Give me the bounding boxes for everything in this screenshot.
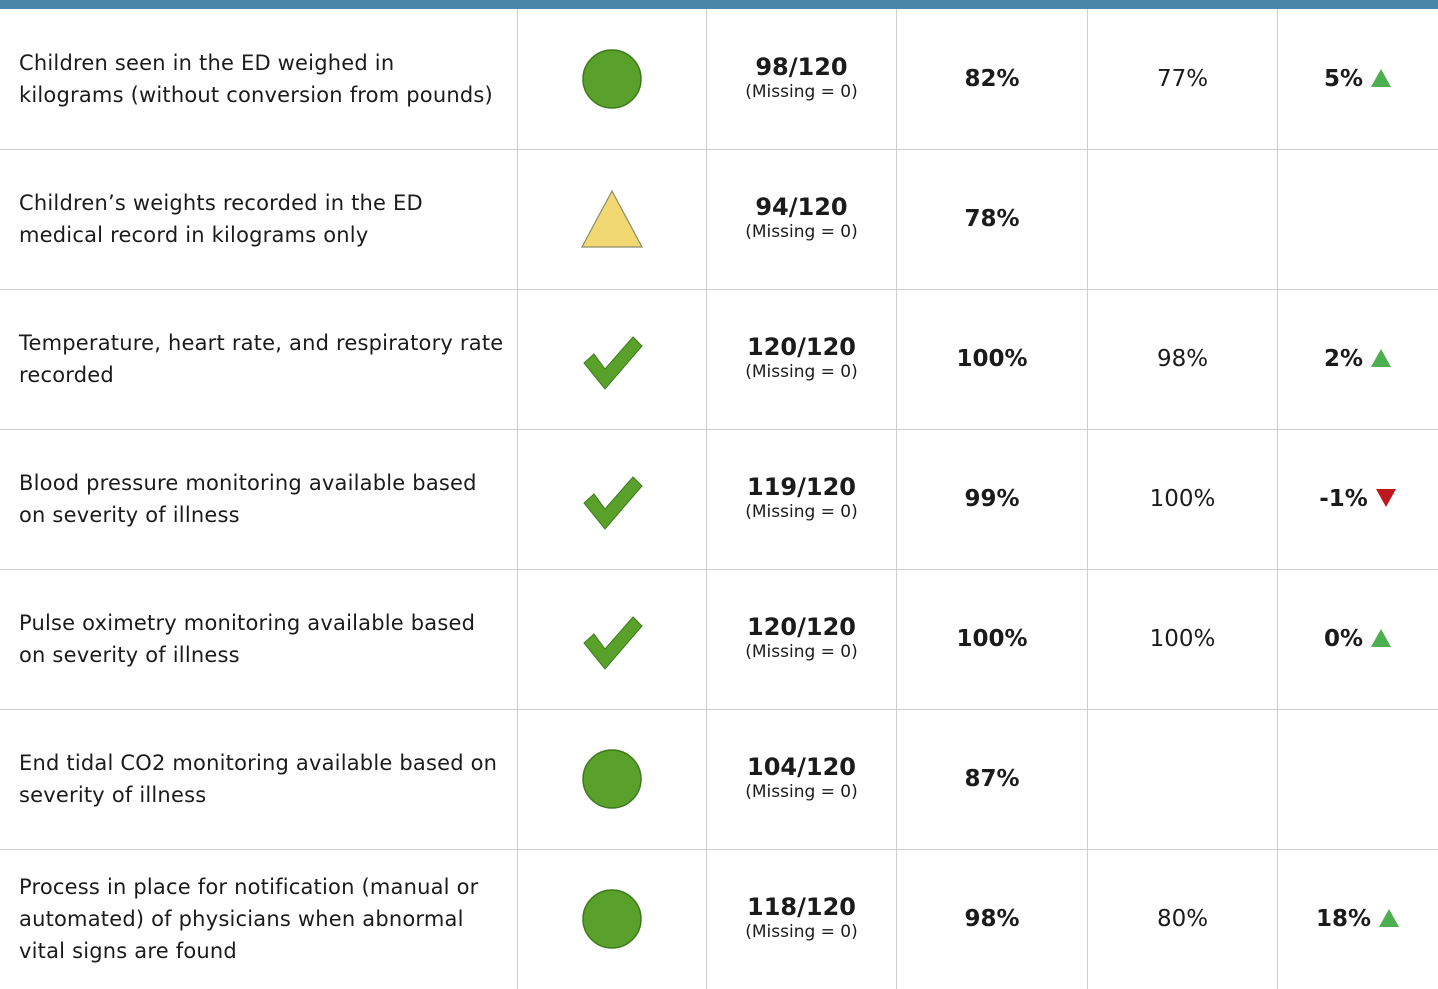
measure-description: Pulse oximetry monitoring available based on severity of illness xyxy=(0,569,518,709)
measure-description: Temperature, heart rate, and respiratory rate recorded xyxy=(0,289,518,429)
change-cell xyxy=(1278,849,1438,989)
percent-value: 99% xyxy=(897,429,1088,569)
header-bar xyxy=(0,0,1438,9)
count-cell xyxy=(707,569,897,709)
green-checkmark-icon xyxy=(580,629,644,648)
change-value: -1% xyxy=(1319,486,1368,512)
previous-value: 80% xyxy=(1088,849,1278,989)
count-cell xyxy=(707,9,897,149)
measure-description: Children seen in the ED weighed in kilograms (without conversion from pounds) xyxy=(0,9,518,149)
percent-value: 100% xyxy=(897,289,1088,429)
percent-value: 82% xyxy=(897,9,1088,149)
missing-value: (Missing = 0) xyxy=(707,360,896,384)
percent-value: 87% xyxy=(897,709,1088,849)
change-cell xyxy=(1278,9,1438,149)
count-cell xyxy=(707,289,897,429)
measure-description: End tidal CO2 monitoring available based on severity of illness xyxy=(0,709,518,849)
measure-description: Process in place for notification (manual or automated) of physicians when abnormal vital signs are found xyxy=(0,849,518,989)
status-icon-cell xyxy=(518,849,707,989)
trend-up-icon xyxy=(1378,908,1400,928)
table-row xyxy=(0,569,1438,709)
change-cell xyxy=(1278,149,1438,289)
green-circle-icon xyxy=(580,909,644,928)
trend-down-icon xyxy=(1375,488,1397,508)
missing-value: (Missing = 0) xyxy=(707,220,896,244)
table-row xyxy=(0,9,1438,149)
change-value: 2% xyxy=(1324,346,1363,372)
status-icon-cell xyxy=(518,149,707,289)
status-icon-cell xyxy=(518,569,707,709)
previous-value: 98% xyxy=(1088,289,1278,429)
change-cell xyxy=(1278,709,1438,849)
table-row xyxy=(0,849,1438,989)
measure-description: Blood pressure monitoring available based on severity of illness xyxy=(0,429,518,569)
count-value: 98/120 xyxy=(707,54,896,80)
count-cell xyxy=(707,849,897,989)
missing-value: (Missing = 0) xyxy=(707,780,896,804)
measure-description: Children’s weights recorded in the ED medical record in kilograms only xyxy=(0,149,518,289)
previous-value: 77% xyxy=(1088,9,1278,149)
change-value: 0% xyxy=(1324,626,1363,652)
count-value: 94/120 xyxy=(707,194,896,220)
change-cell xyxy=(1278,429,1438,569)
count-value: 120/120 xyxy=(707,334,896,360)
previous-value xyxy=(1088,149,1278,289)
percent-value: 78% xyxy=(897,149,1088,289)
measures-table xyxy=(0,9,1438,989)
green-circle-icon xyxy=(580,68,644,87)
percent-value: 98% xyxy=(897,849,1088,989)
green-checkmark-icon xyxy=(580,349,644,368)
status-icon-cell xyxy=(518,709,707,849)
count-cell xyxy=(707,149,897,289)
percent-value: 100% xyxy=(897,569,1088,709)
count-value: 104/120 xyxy=(707,754,896,780)
green-checkmark-icon xyxy=(580,489,644,508)
previous-value: 100% xyxy=(1088,429,1278,569)
green-circle-icon xyxy=(580,769,644,788)
change-cell xyxy=(1278,289,1438,429)
missing-value: (Missing = 0) xyxy=(707,80,896,104)
missing-value: (Missing = 0) xyxy=(707,500,896,524)
table-row xyxy=(0,429,1438,569)
previous-value: 100% xyxy=(1088,569,1278,709)
count-value: 119/120 xyxy=(707,474,896,500)
table-row xyxy=(0,709,1438,849)
table-row xyxy=(0,289,1438,429)
missing-value: (Missing = 0) xyxy=(707,640,896,664)
missing-value: (Missing = 0) xyxy=(707,920,896,944)
change-value: 5% xyxy=(1324,66,1363,92)
trend-up-icon xyxy=(1370,628,1392,648)
yellow-triangle-icon xyxy=(580,209,644,228)
count-value: 118/120 xyxy=(707,894,896,920)
table-row xyxy=(0,149,1438,289)
previous-value xyxy=(1088,709,1278,849)
count-cell xyxy=(707,429,897,569)
change-cell xyxy=(1278,569,1438,709)
count-cell xyxy=(707,709,897,849)
count-value: 120/120 xyxy=(707,614,896,640)
status-icon-cell xyxy=(518,289,707,429)
status-icon-cell xyxy=(518,429,707,569)
status-icon-cell xyxy=(518,9,707,149)
trend-up-icon xyxy=(1370,68,1392,88)
change-value: 18% xyxy=(1316,906,1371,932)
trend-up-icon xyxy=(1370,348,1392,368)
